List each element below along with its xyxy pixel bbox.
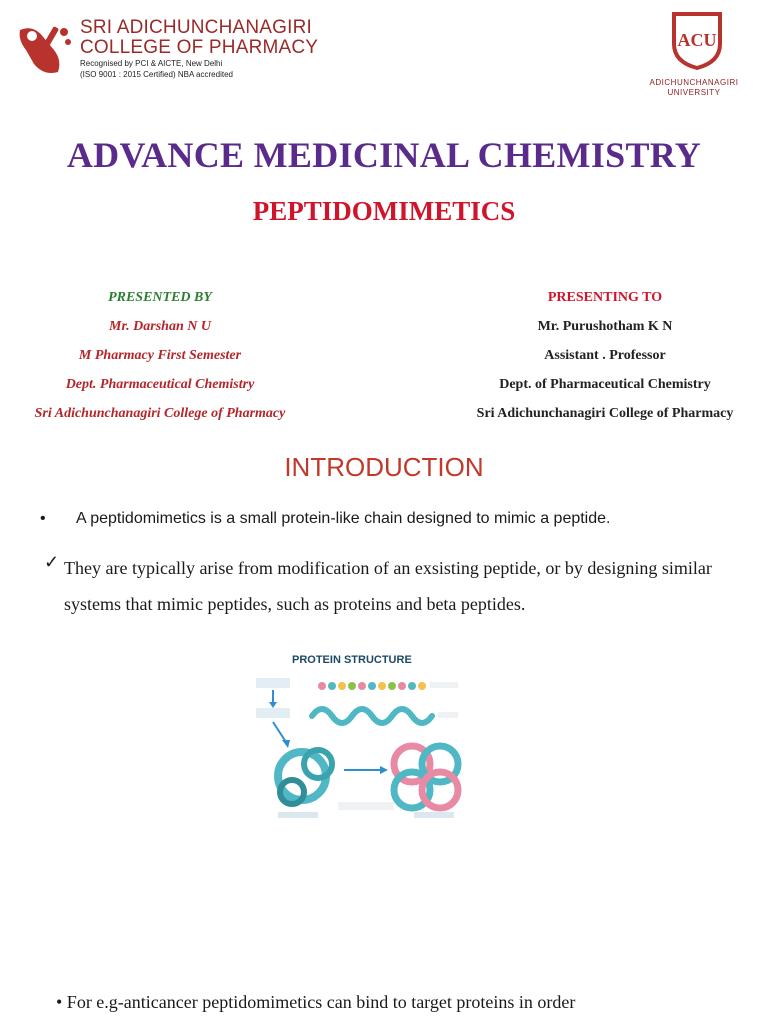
secondary-structure-helix [312, 709, 432, 723]
college-sub-line2: (ISO 9001 : 2015 Certified) NBA accredited [80, 70, 233, 79]
presented-by-block [0, 283, 320, 428]
introduction-heading: INTRODUCTION [284, 452, 484, 482]
university-crest-text: ACU [677, 30, 717, 50]
college-sub-line1: Recognised by PCI & AICTE, New Delhi [80, 59, 223, 68]
college-name-line1: SRI ADICHUNCHANAGIRI [80, 17, 313, 38]
presented-by-line: Mr. Darshan N U [109, 319, 211, 334]
quaternary-structure [394, 746, 458, 808]
page-title: ADVANCE MEDICINAL CHEMISTRY [66, 135, 702, 175]
college-name-line2: COLLEGE OF PHARMACY [80, 37, 319, 58]
university-name-line1: ADICHUNCHANAGIRI [649, 78, 739, 87]
college-name [80, 18, 318, 58]
example-text: • For e.g-anticancer peptidomimetics can bind to target proteins in order [56, 992, 576, 1012]
college-logo-icon [14, 20, 76, 78]
presenting-to-line: Mr. Purushotham K N [537, 319, 673, 334]
checkmark-icon: ✓ [44, 552, 60, 572]
bullet-icon: • [40, 510, 46, 527]
university-crest-icon [666, 10, 728, 70]
tertiary-structure [278, 750, 332, 804]
presented-by-line: Dept. Pharmaceutical Chemistry [65, 377, 255, 392]
presented-by-line: M Pharmacy First Semester [78, 348, 242, 363]
figure-title: PROTEIN STRUCTURE [292, 654, 412, 666]
presenting-to-block [450, 283, 760, 428]
presenting-to-line: Sri Adichunchanagiri College of Pharmacy [476, 406, 734, 421]
presenting-to-line: Dept. of Pharmaceutical Chemistry [499, 377, 711, 392]
intro-paragraph: They are typically arise from modification of an exsisting peptide, or by designing similar systems that mimic peptides, such as proteins and beta peptides. [64, 558, 712, 614]
presented-by-line: Sri Adichunchanagiri College of Pharmacy [34, 406, 286, 421]
page-subtitle: PEPTIDOMIMETICS [252, 196, 516, 226]
presented-by-heading: PRESENTED BY [108, 290, 212, 305]
protein-structure-diagram [242, 652, 482, 834]
presenting-to-line: Assistant . Professor [544, 348, 666, 363]
college-accreditation [80, 58, 233, 80]
university-name [634, 78, 754, 98]
presenting-to-heading: PRESENTING TO [547, 290, 663, 305]
university-name-line2: UNIVERSITY [667, 88, 721, 97]
intro-bullet-text: A peptidomimetics is a small protein-like chain designed to mimic a peptide. [76, 510, 611, 527]
primary-structure-chain [318, 682, 426, 690]
